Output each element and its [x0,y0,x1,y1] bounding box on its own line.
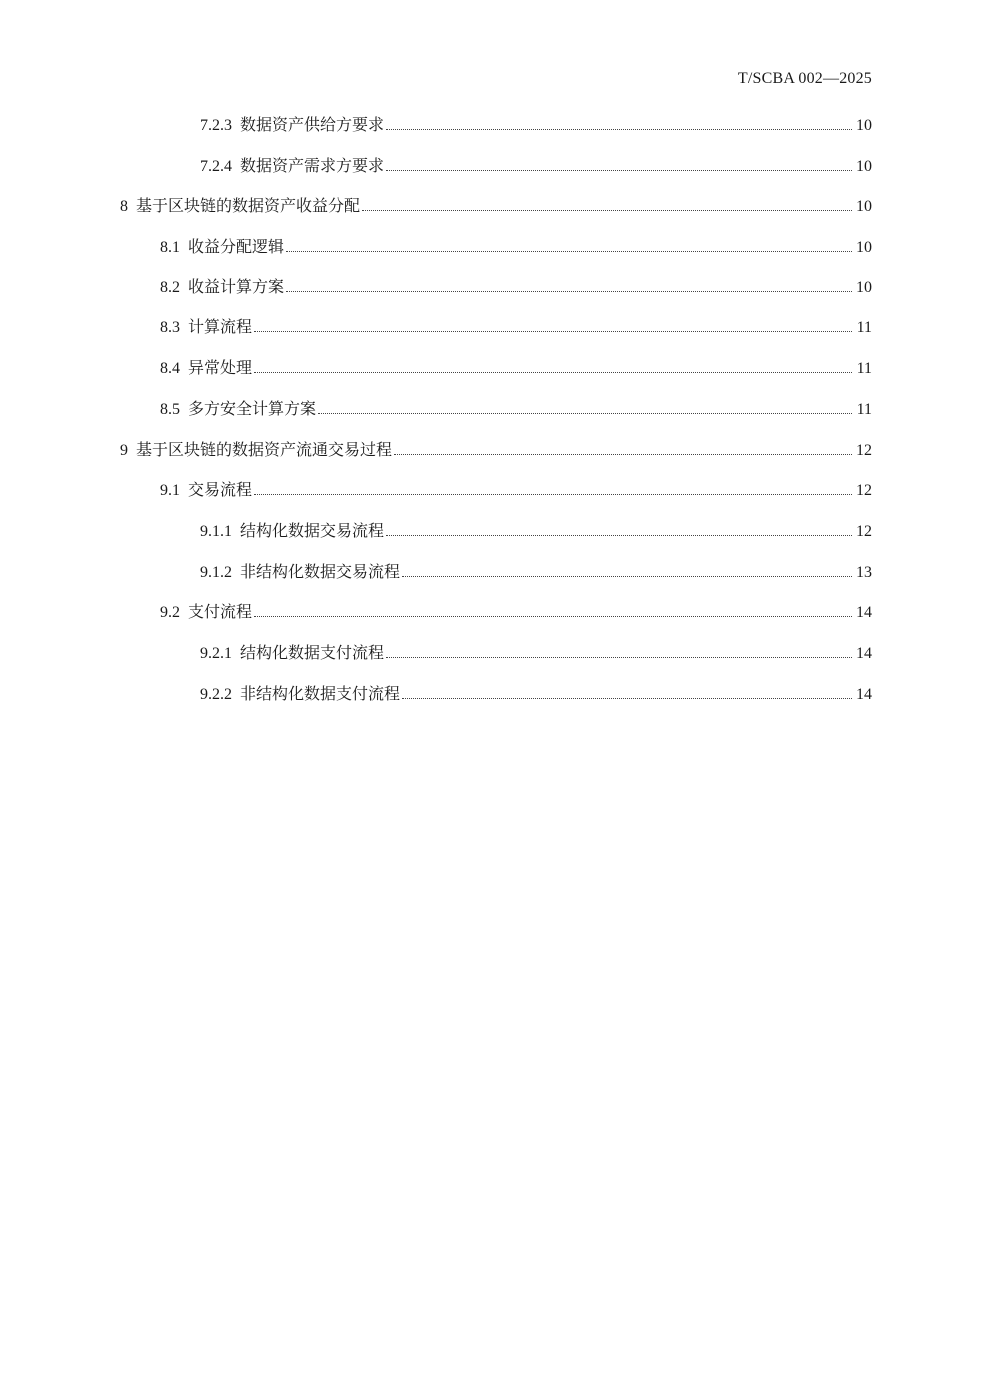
toc-entry-number: 8.1 [160,239,180,256]
toc-entry-number: 7.2.3 [200,117,232,134]
toc-entry-number: 9 [120,442,128,459]
toc-entry-number: 9.1.2 [200,564,232,581]
toc-entry-number: 7.2.4 [200,158,232,175]
toc-entry-number: 9.1.1 [200,523,232,540]
toc-entry-8-3[interactable] [160,314,872,338]
toc-entry-9-1[interactable] [160,477,872,501]
toc-entry-number: 9.2.1 [200,645,232,662]
toc-entry-page: 14 [856,686,872,703]
toc-entry-title: 基于区块链的数据资产流通交易过程 [136,440,393,459]
dot-leader [402,698,852,699]
toc-entry-9[interactable] [120,437,872,461]
dot-leader [254,494,852,495]
toc-entry-page: 10 [856,158,872,175]
toc-entry-number: 8.3 [160,319,180,336]
toc-entry-8-1[interactable] [160,234,872,258]
dot-leader [386,170,852,171]
toc-entry-number: 8.5 [160,401,180,418]
toc-entry-title: 支付流程 [188,602,253,621]
toc-entry-title: 非结构化数据支付流程 [240,684,401,703]
toc-entry-8-5[interactable] [160,396,872,420]
toc-entry-title: 基于区块链的数据资产收益分配 [136,196,361,215]
toc-entry-9-2-1[interactable] [200,640,872,664]
toc-entry-title: 结构化数据交易流程 [240,521,385,540]
dot-leader [318,413,852,414]
toc-entry-page: 10 [856,279,872,296]
toc-entry-9-2[interactable] [160,599,872,623]
toc-entry-number: 9.2 [160,604,180,621]
toc-entry-title: 收益计算方案 [188,277,285,296]
toc-entry-title: 多方安全计算方案 [188,399,317,418]
dot-leader [386,129,852,130]
toc-entry-9-1-1[interactable] [200,518,872,542]
dot-leader [254,331,852,332]
toc-entry-9-2-2[interactable] [200,681,872,705]
dot-leader [362,210,852,211]
toc-entry-number: 8.4 [160,360,180,377]
toc-entry-8-4[interactable] [160,355,872,379]
dot-leader [286,251,852,252]
toc-entry-title: 计算流程 [188,317,253,336]
dot-leader [254,372,852,373]
toc-entry-page: 12 [856,442,872,459]
toc-entry-title: 交易流程 [188,480,253,499]
toc-entry-page: 11 [856,319,872,336]
toc-entry-title: 数据资产供给方要求 [240,115,385,134]
dot-leader [286,291,852,292]
toc-entry-page: 14 [856,604,872,621]
toc-entry-title: 异常处理 [188,358,253,377]
dot-leader [402,576,852,577]
toc-entry-7-2-3[interactable] [200,112,872,136]
toc-entry-page: 12 [856,523,872,540]
toc-entry-7-2-4[interactable] [200,153,872,177]
dot-leader [386,535,852,536]
toc-entry-page: 10 [856,198,872,215]
toc-entry-page: 10 [856,239,872,256]
toc-entry-number: 9.2.2 [200,686,232,703]
toc-entry-title: 结构化数据支付流程 [240,643,385,662]
toc-entry-page: 11 [856,360,872,377]
document-code-header: T/SCBA 002—2025 [737,70,872,87]
toc-entry-page: 13 [856,564,872,581]
toc-entry-number: 8 [120,198,128,215]
dot-leader [254,616,852,617]
toc-entry-8-2[interactable] [160,274,872,298]
toc-entry-page: 12 [856,482,872,499]
toc-entry-page: 10 [856,117,872,134]
toc-entry-number: 9.1 [160,482,180,499]
toc-entry-page: 14 [856,645,872,662]
toc-entry-number: 8.2 [160,279,180,296]
toc-entry-title: 非结构化数据交易流程 [240,562,401,581]
toc-entry-page: 11 [856,401,872,418]
toc-entry-title: 收益分配逻辑 [188,237,285,256]
dot-leader [394,454,852,455]
toc-entry-9-1-2[interactable] [200,559,872,583]
dot-leader [386,657,852,658]
toc-entry-8[interactable] [120,193,872,217]
toc-entry-title: 数据资产需求方要求 [240,156,385,175]
